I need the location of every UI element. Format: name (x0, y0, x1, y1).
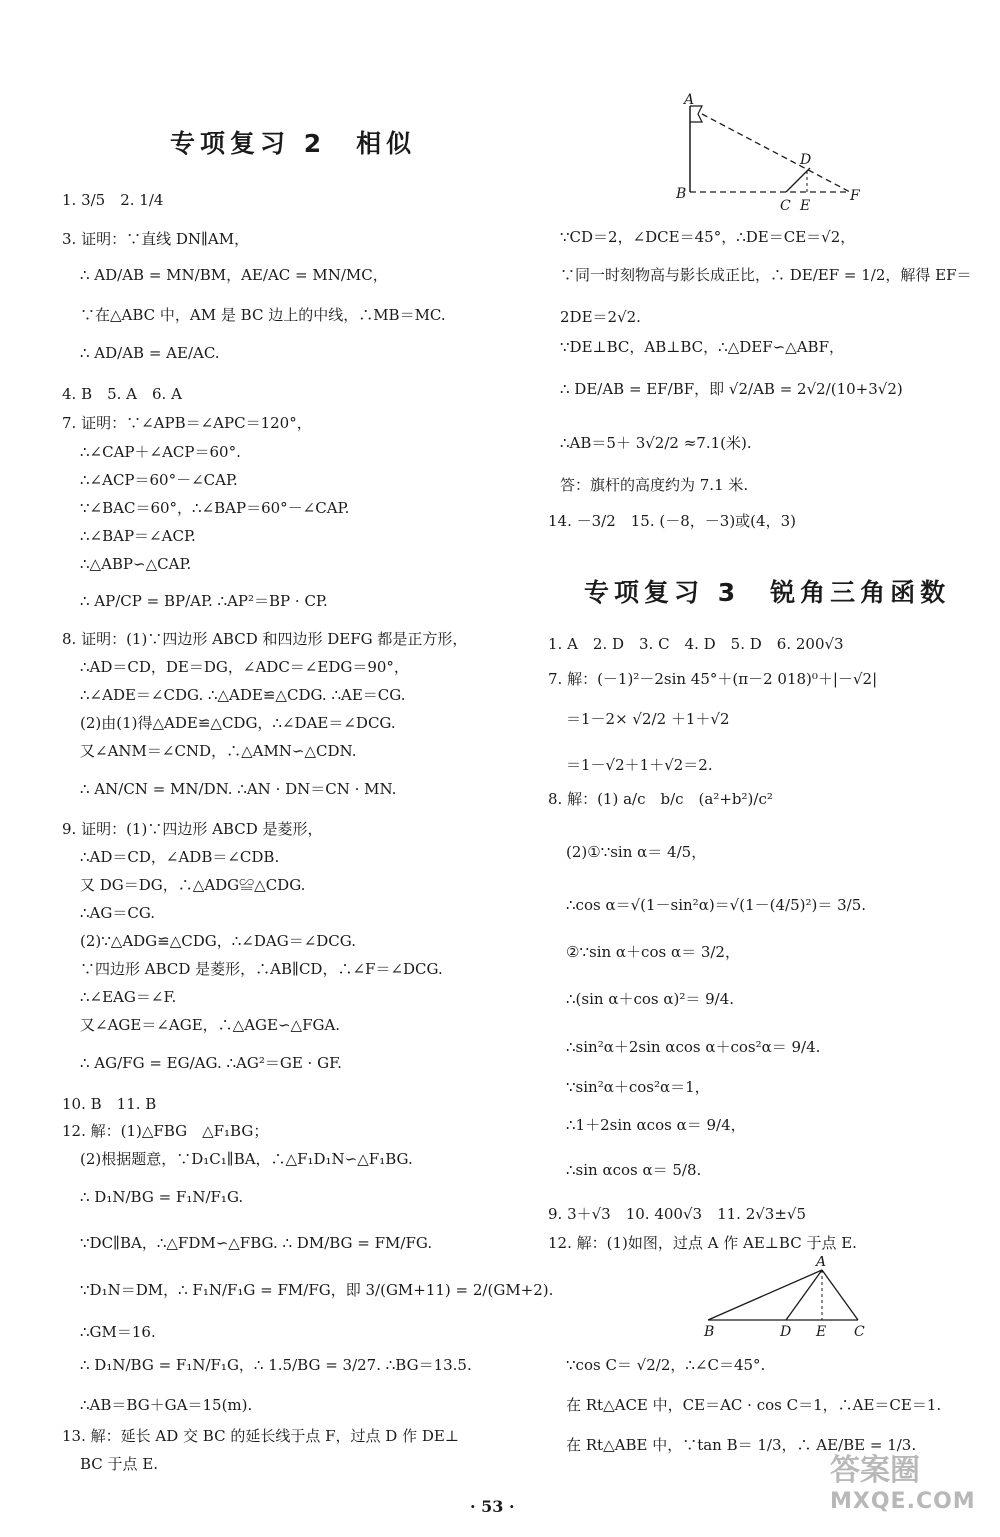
answer-line: ∴sin αcos α＝ 5/8. (566, 1161, 702, 1179)
answer-line: 又∠AGE＝∠AGE，∴△AGE∽△FGA. (80, 1016, 341, 1034)
answer-line: ∵D₁N＝DM，∴ F₁N/F₁G = FM/FG，即 3/(GM+11) = 2/(GM+2). (80, 1281, 554, 1299)
fig1-label-d: D (800, 152, 812, 168)
answer-line: ∵DE⊥BC，AB⊥BC，∴△DEF∽△ABF， (560, 338, 844, 356)
answer-line: 12. 解：(1)△FBG △F₁BG； (62, 1122, 269, 1140)
answer-line: 2DE＝2√2. (560, 308, 641, 326)
answer-line: ∴AG＝CG. (80, 904, 156, 922)
answer-line: 13. 解：延长 AD 交 BC 的延长线于点 F，过点 D 作 DE⊥ (62, 1427, 459, 1445)
answer-line: 1. 3/5 2. 1/4 (62, 191, 164, 209)
answer-line: ∵四边形 ABCD 是菱形，∴AB∥CD，∴∠F＝∠DCG. (80, 960, 443, 978)
fig1-label-f: F (850, 188, 860, 204)
answer-line: ∴AB＝5＋ 3√2/2 ≈7.1(米). (560, 434, 752, 452)
answer-line: ∴1＋2sin αcos α＝ 9/4， (566, 1116, 746, 1134)
answer-line: ∴AD＝CD，DE＝DG，∠ADC＝∠EDG＝90°， (80, 658, 409, 676)
answer-line: ∵cos C＝ √2/2，∴∠C＝45°. (566, 1356, 766, 1374)
answer-line: 7. 解：(－1)²－2sin 45°＋(π－2 018)⁰＋|－√2| (548, 670, 878, 688)
fig2-label-d: D (780, 1324, 792, 1338)
answer-line: ∵CD＝2，∠DCE＝45°，∴DE＝CE＝√2， (560, 228, 856, 246)
answer-line: ＝1－2× √2/2 ＋1＋√2 (566, 710, 730, 728)
answer-line: ∴GM＝16. (80, 1323, 156, 1341)
answer-line: (2)由(1)得△ADE≌△CDG，∴∠DAE＝∠DCG. (80, 714, 396, 732)
watermark-bottom: MXQE.COM (830, 1489, 976, 1514)
fig2-label-e: E (816, 1324, 827, 1338)
answer-line: 9. 证明：(1)∵四边形 ABCD 是菱形， (62, 820, 323, 838)
answer-line: ∵DC∥BA，∴△FDM∽△FBG. ∴ DM/BG = FM/FG. (80, 1234, 433, 1252)
answer-line: (2)∵△ADG≌△CDG，∴∠DAG＝∠DCG. (80, 932, 356, 950)
answer-line: 8. 证明：(1)∵四边形 ABCD 和四边形 DEFG 都是正方形， (62, 630, 468, 648)
watermark (830, 1445, 976, 1514)
answer-line: ∴△ABP∽△CAP. (80, 555, 192, 573)
section-title-trig: 专项复习 3 锐角三角函数 (584, 578, 951, 607)
answer-line: (2)①∵sin α＝ 4/5， (566, 843, 707, 861)
answer-line: ∴∠BAP＝∠ACP. (80, 527, 196, 545)
answer-line: ∴∠ACP＝60°－∠CAP. (80, 471, 238, 489)
fig1-label-c: C (780, 198, 791, 214)
fig2-label-c: C (854, 1324, 865, 1338)
answer-line: ∴cos α＝√(1－sin²α)＝√(1－(4/5)²)＝ 3/5. (566, 896, 867, 914)
answer-line: ②∵sin α＋cos α＝ 3/2， (566, 943, 740, 961)
answer-line: 8. 解：(1) a/c b/c (a²+b²)/c² (548, 790, 773, 808)
answer-line: ∴ DE/AB = EF/BF，即 √2/AB = 2√2/(10+3√2) (560, 380, 903, 398)
fig1-label-b: B (676, 186, 687, 202)
answer-line: (2)根据题意，∵D₁C₁∥BA，∴△F₁D₁N∽△F₁BG. (80, 1150, 413, 1168)
answer-line: 1. A 2. D 3. C 4. D 5. D 6. 200√3 (548, 635, 844, 653)
answer-line: ∴AB＝BG＋GA＝15(m). (80, 1396, 253, 1414)
answer-line: BC 于点 E. (80, 1455, 159, 1473)
answer-line: ∴∠CAP＋∠ACP＝60°. (80, 443, 241, 461)
answer-line: ∵sin²α＋cos²α＝1， (566, 1078, 710, 1096)
answer-line: ∴ AN/CN = MN/DN. ∴AN · DN＝CN · MN. (80, 780, 397, 798)
answer-line: ∴(sin α＋cos α)²＝ 9/4. (566, 990, 735, 1008)
answer-line: 12. 解：(1)如图，过点 A 作 AE⊥BC 于点 E. (548, 1234, 857, 1252)
answer-line: ∵∠BAC＝60°，∴∠BAP＝60°－∠CAP. (80, 499, 350, 517)
answer-line: 在 Rt△ACE 中，CE＝AC · cos C＝1，∴AE＝CE＝1. (566, 1396, 942, 1414)
fig2-label-b: B (704, 1324, 715, 1338)
fig1-label-a: A (684, 92, 695, 108)
answer-line: 4. B 5. A 6. A (62, 385, 182, 403)
answer-line: ∴∠EAG＝∠F. (80, 988, 177, 1006)
section-title-similarity: 专项复习 2 相似 (170, 129, 417, 158)
fig1-label-e: E (800, 198, 811, 214)
answer-line: ∴ AD/AB = AE/AC. (80, 344, 220, 362)
answer-line: ∴ D₁N/BG = F₁N/F₁G，∴ 1.5/BG = 3/27. ∴BG＝13.5. (80, 1356, 472, 1374)
answer-line: ∴∠ADE＝∠CDG. ∴△ADE≌△CDG. ∴AE＝CG. (80, 686, 406, 704)
answer-line: 7. 证明：∵∠APB＝∠APC＝120°， (62, 414, 312, 432)
fig2-label-a: A (816, 1256, 827, 1270)
answer-line: 又 DG＝DG，∴△ADG≌△CDG. (80, 876, 306, 894)
answer-line: 14. －3/2 15. (－8，－3)或(4，3) (548, 512, 796, 530)
answer-line: 10. B 11. B (62, 1095, 157, 1113)
answer-line: ∴ AD/AB = MN/BM，AE/AC = MN/MC， (80, 266, 388, 284)
answer-line: 又∠ANM＝∠CND，∴△AMN∽△CDN. (80, 742, 357, 760)
triangle-figure (698, 1256, 878, 1338)
answer-line: 9. 3＋√3 10. 400√3 11. 2√3±√5 (548, 1205, 807, 1223)
answer-line: ∵同一时刻物高与影长成正比，∴ DE/EF = 1/2，解得 EF＝ (560, 266, 972, 284)
answer-line: 答：旗杆的高度约为 7.1 米. (560, 476, 749, 494)
answer-line: ∵在△ABC 中，AM 是 BC 边上的中线，∴MB＝MC. (80, 306, 446, 324)
answer-line: ∴ AP/CP = BP/AP. ∴AP²＝BP · CP. (80, 592, 328, 610)
answer-line: 在 Rt△ABE 中，∵tan B＝ 1/3，∴ AE/BE = 1/3. (566, 1436, 917, 1454)
answer-line: ∴sin²α＋2sin αcos α＋cos²α＝ 9/4. (566, 1038, 821, 1056)
answer-line: ＝1－√2＋1＋√2＝2. (566, 756, 713, 774)
flagpole-figure (670, 92, 890, 214)
watermark-top: 答案圈 (830, 1453, 920, 1488)
page-number: · 53 · (470, 1497, 515, 1516)
answer-line: 3. 证明：∵直线 DN∥AM， (62, 230, 250, 248)
answer-line: ∴ AG/FG = EG/AG. ∴AG²＝GE · GF. (80, 1054, 342, 1072)
answer-line: ∴ D₁N/BG = F₁N/F₁G. (80, 1188, 244, 1206)
answer-line: ∴AD＝CD，∠ADB＝∠CDB. (80, 848, 280, 866)
